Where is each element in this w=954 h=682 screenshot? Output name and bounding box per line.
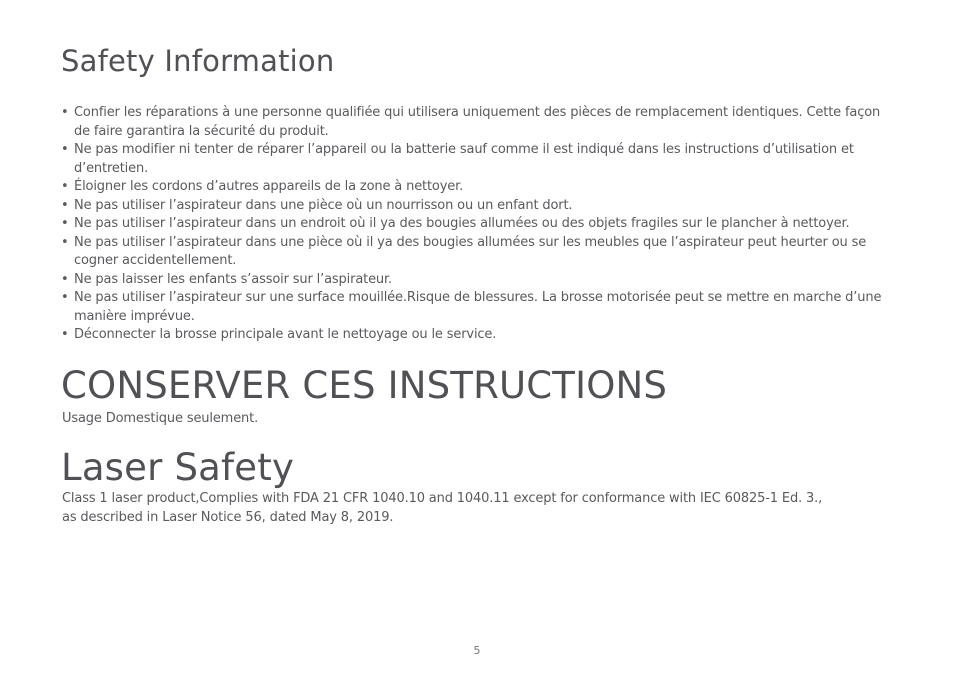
laser-safety-line-2: as described in Laser Notice 56, dated May 8, 2019. <box>62 510 394 525</box>
list-item <box>61 141 896 178</box>
list-item <box>61 178 896 197</box>
bullet-icon: • <box>61 327 69 342</box>
bullet-icon: • <box>61 179 69 194</box>
bullet-icon: • <box>61 234 69 250</box>
list-item-text: Ne pas utiliser l’aspirateur sur une surface mouillée.Risque de blessures. La brosse motorisée peut se mettre en marche d’une manière imprévue. <box>74 290 882 324</box>
bullet-icon: • <box>61 290 69 305</box>
safety-bullet-list <box>61 104 896 345</box>
bullet-icon: • <box>61 142 69 157</box>
laser-safety-heading: Laser Safety <box>61 446 295 489</box>
list-item-text: Confier les réparations à une personne qualifiée qui utilisera uniquement des pièces de remplacement identiques. Cette façon de faire garantira la sécurité du produit. <box>74 105 881 139</box>
list-item-text: Ne pas utiliser l’aspirateur dans un endroit où il ya des bougies allumées ou des objets fragiles sur le plancher à nettoyer. <box>74 216 850 231</box>
safety-information-heading: Safety Information <box>61 44 335 78</box>
bullet-icon: • <box>61 197 69 213</box>
bullet-icon: • <box>61 271 69 287</box>
list-item <box>61 234 896 271</box>
list-item <box>61 104 896 141</box>
list-item <box>61 271 896 290</box>
page-number: 5 <box>473 644 481 657</box>
list-item-text: Ne pas utiliser l’aspirateur dans une pièce où un nourrisson ou un enfant dort. <box>74 197 573 213</box>
conserver-instructions-heading: CONSERVER CES INSTRUCTIONS <box>61 364 668 407</box>
list-item-text: Ne pas modifier ni tenter de réparer l’appareil ou la batterie sauf comme il est indiqué dans les instructions d’utilisation et d’entretien. <box>74 142 854 176</box>
bullet-icon: • <box>61 105 69 120</box>
list-item <box>61 215 896 234</box>
laser-safety-text <box>62 489 892 527</box>
list-item-text: Éloigner les cordons d’autres appareils de la zone à nettoyer. <box>74 179 464 194</box>
laser-safety-line-1: Class 1 laser product,Complies with FDA 21 CFR 1040.10 and 1040.11 except for conformance with IEC 60825-1 Ed. 3., <box>62 491 823 506</box>
usage-note: Usage Domestique seulement. <box>62 411 259 426</box>
list-item <box>61 197 896 216</box>
list-item-text: Ne pas laisser les enfants s’assoir sur l’aspirateur. <box>74 271 393 287</box>
bullet-icon: • <box>61 216 69 231</box>
list-item-text: Déconnecter la brosse principale avant le nettoyage ou le service. <box>74 327 497 342</box>
list-item <box>61 289 896 326</box>
list-item <box>61 326 896 345</box>
list-item-text: Ne pas utiliser l’aspirateur dans une pièce où il ya des bougies allumées sur les meubles que l’aspirateur peut heurter ou se cogner accidentellement. <box>74 234 867 268</box>
